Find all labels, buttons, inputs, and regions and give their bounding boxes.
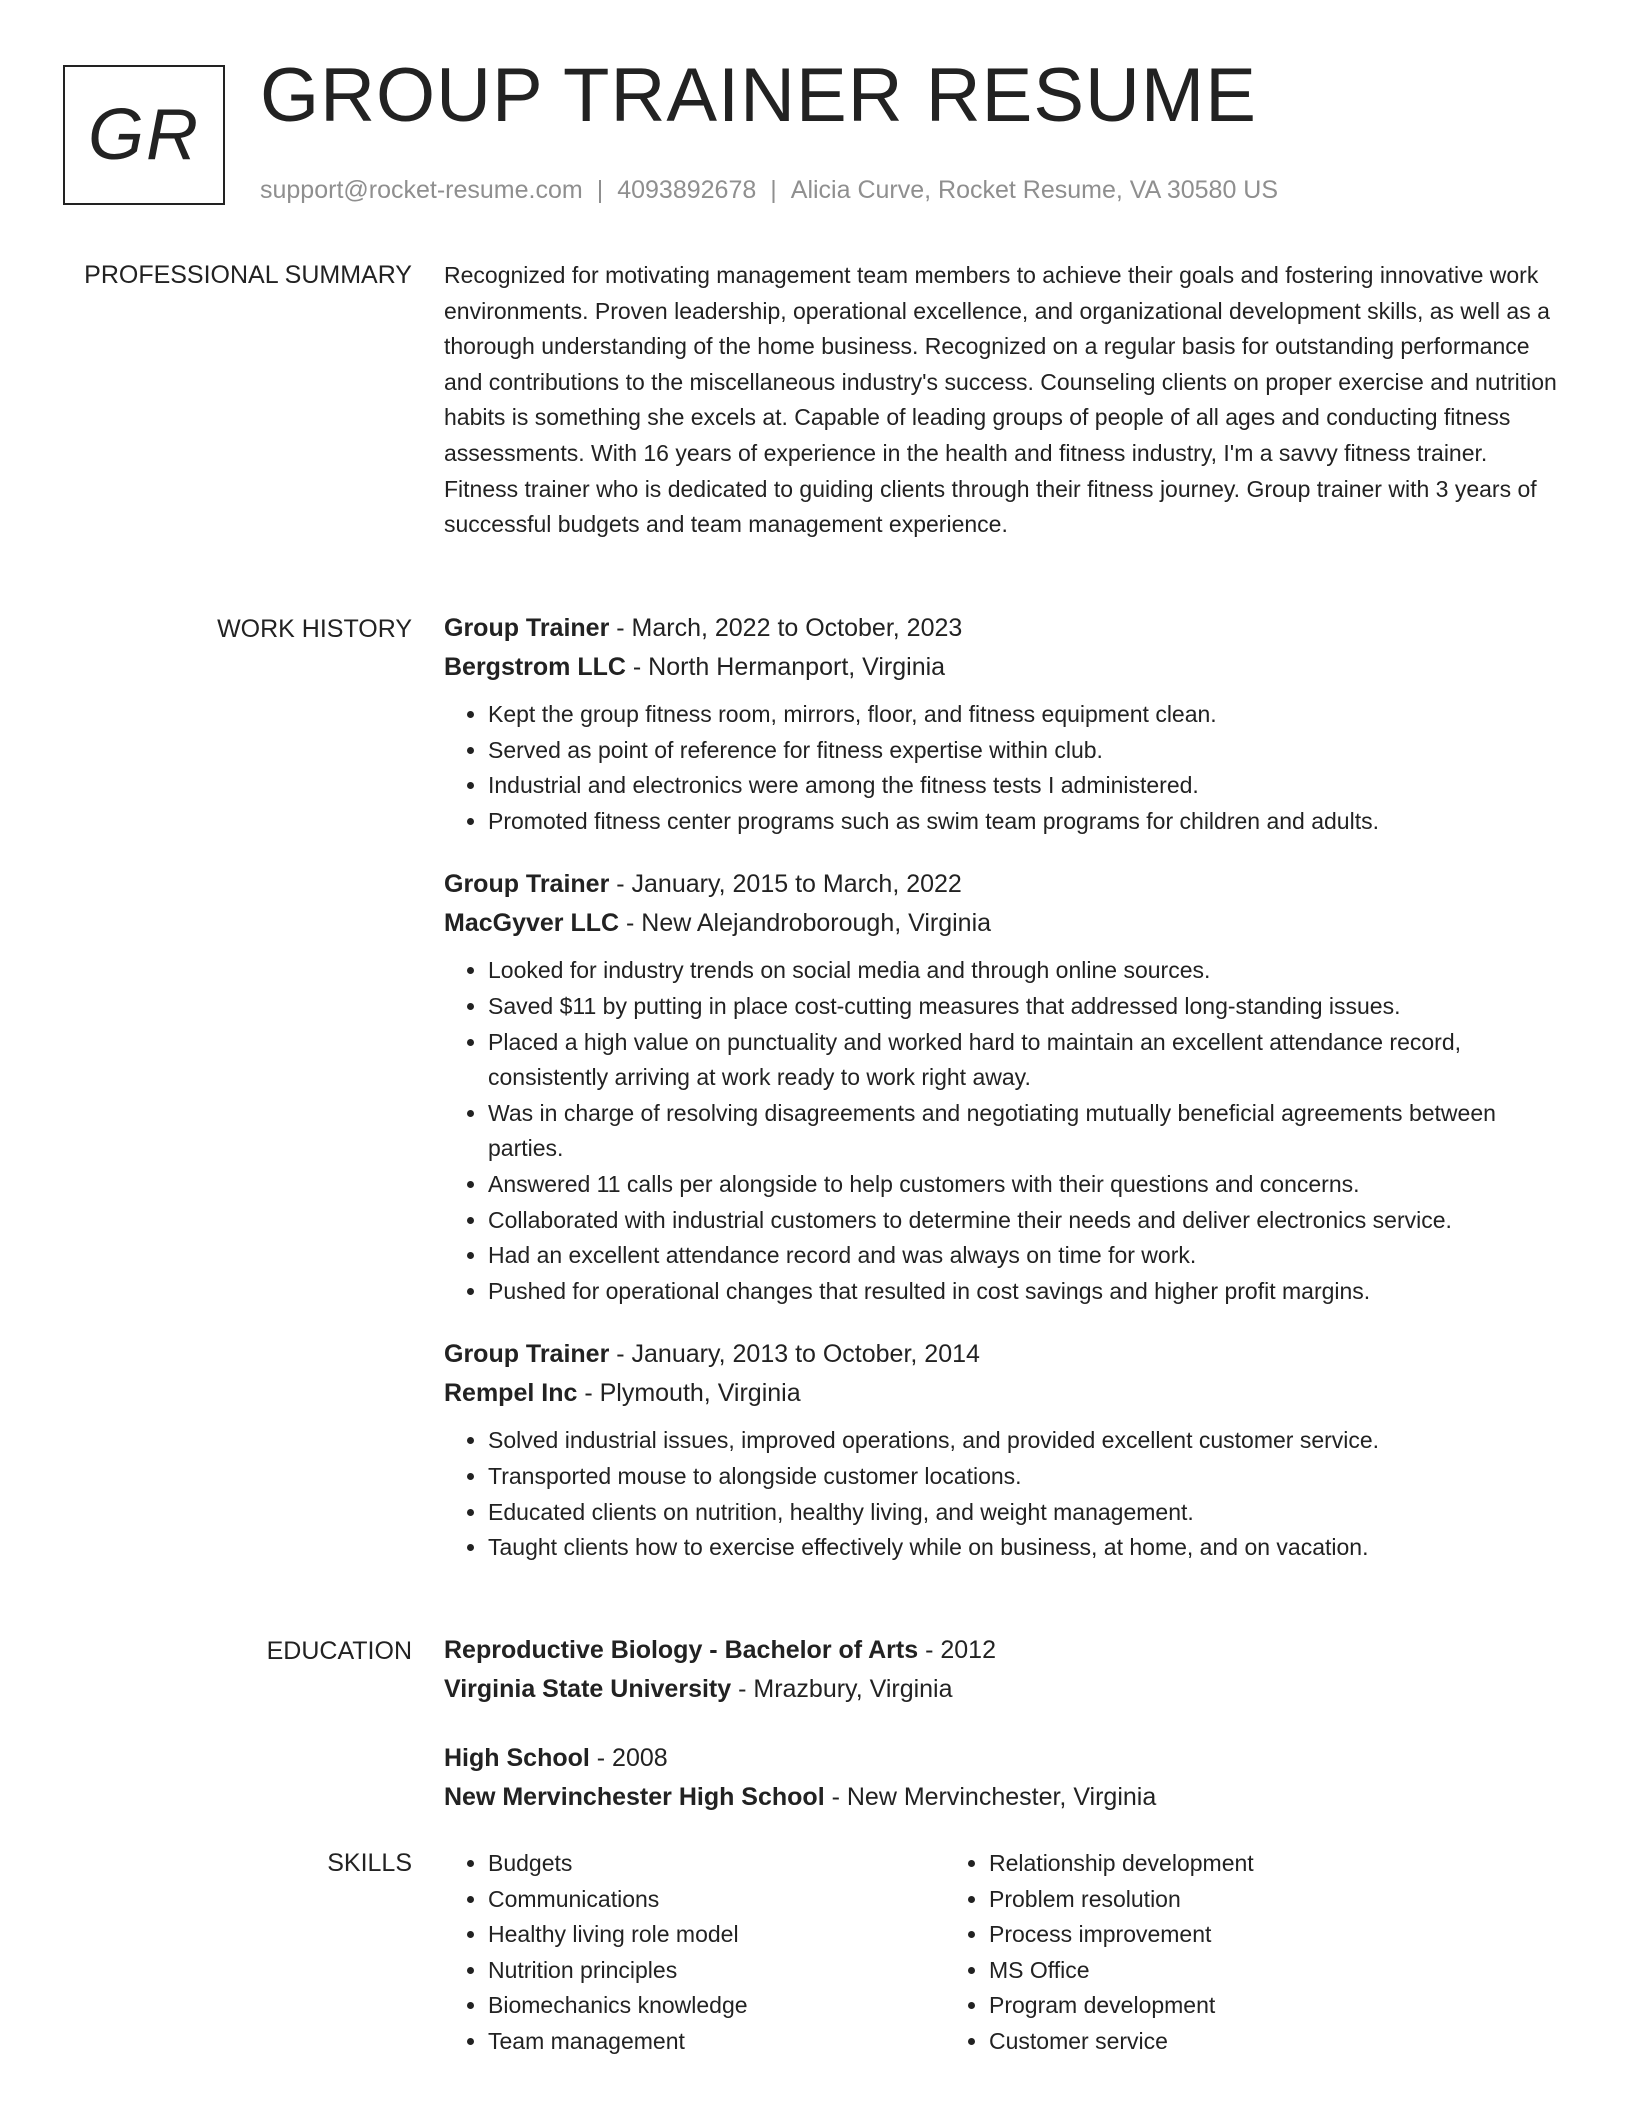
job-location: - New Alejandroborough, Virginia [619,909,992,938]
skills-columns [444,1846,1559,2060]
bullet-item: • Collaborated with industrial customers to determine their needs and deliver electronics service. [488,1203,1559,1239]
bullet-item: • Educated clients on nutrition, healthy living, and weight management. [488,1495,1559,1531]
education-location: - New Mervinchester, Virginia [824,1783,1157,1811]
section-label: WORK HISTORY [217,615,412,643]
skill-item: • Budgets [488,1846,945,1882]
job-entry [444,1335,1559,1565]
skill-item: • Problem resolution [989,1882,1446,1918]
skill-item: • Biomechanics knowledge [488,1988,945,2024]
job-location: - North Hermanport, Virginia [625,653,946,681]
job-location: - Plymouth, Virginia [577,1379,801,1408]
education-list [444,1631,1559,1843]
job-entry [444,865,1559,1309]
job-bullets [444,1423,1559,1565]
job-company-line [444,1374,1559,1413]
skill-item: • Team management [488,2024,945,2060]
contact-separator: | [596,176,604,204]
job-company-line [444,648,1559,687]
education-location: - Mrazbury, Virginia [731,1675,953,1703]
education-year: - 2008 [589,1744,668,1772]
bullet-item: • Saved $11 by putting in place cost-cutting measures that addressed long-standing issues. [488,989,1559,1025]
education-school: New Mervinchester High School [444,1783,825,1811]
education-school-line [444,1670,1559,1709]
bullet-item: • Served as point of reference for fitness expertise within club. [488,733,1559,769]
bullet-item: • Promoted fitness center programs such as swim team programs for children and adults. [488,804,1559,840]
bullet-item: • Kept the group fitness room, mirrors, floor, and fitness equipment clean. [488,697,1559,733]
contact-address: Alicia Curve, Rocket Resume, VA 30580 US [790,176,1279,204]
education-entry [444,1739,1559,1817]
bullet-item: • Answered 11 calls per alongside to help customers with their questions and concerns. [488,1167,1559,1203]
bullet-item: • Industrial and electronics were among the fitness tests I administered. [488,768,1559,804]
job-list [444,609,1559,1592]
bullet-item: • Transported mouse to alongside customer locations. [488,1459,1559,1495]
skill-item: • Program development [989,1988,1446,2024]
education-school-line [444,1778,1559,1817]
skill-item: • Nutrition principles [488,1953,945,1989]
job-entry [444,609,1559,839]
skills-list-right [945,1846,1446,2060]
bullet-item: • Had an excellent attendance record and was always on time for work. [488,1238,1559,1274]
job-dates: - March, 2022 to October, 2023 [609,614,963,642]
education-degree-line [444,1739,1559,1778]
bullet-item: • Placed a high value on punctuality and worked hard to maintain an excellent attendance record, consistently arriving at work ready to work right away. [488,1025,1559,1096]
skill-item: • Customer service [989,2024,1446,2060]
job-title-line [444,865,1559,904]
skill-item: • Process improvement [989,1917,1446,1953]
bullet-item: • Was in charge of resolving disagreements and negotiating mutually beneficial agreements between parties. [488,1096,1559,1167]
job-bullets [444,697,1559,839]
bullet-item: • Solved industrial issues, improved operations, and provided excellent customer service. [488,1423,1559,1459]
skill-item: • Healthy living role model [488,1917,945,1953]
summary-text: Recognized for motivating management team members to achieve their goals and fostering innovative work environments. Proven leadership, operational excellence, and organizational development skills, as well as a thorough understanding of the home business. Recognized on a regular basis for outstanding performance and contributions to the miscellaneous industry's success. Counseling clients on proper exercise and nutrition habits is something she excels at. Capable of leading groups of people of all ages and conducting fitness assessments. With 16 years of experience in the health and fitness industry, I'm a savvy fitness trainer. Fitness trainer who is dedicated to guiding clients through their fitness journey. Group trainer with 3 years of successful budgets and team management experience. [444,262,1557,538]
skill-item: • Relationship development [989,1846,1446,1882]
job-title-line [444,609,1559,648]
job-dates: - January, 2015 to March, 2022 [609,870,962,899]
skills-list-left [444,1846,945,2060]
job-title-line [444,1335,1559,1374]
education-degree: High School [444,1744,590,1772]
job-dates: - January, 2013 to October, 2014 [609,1340,980,1369]
bullet-item: • Looked for industry trends on social media and through online sources. [488,953,1559,989]
education-degree: Reproductive Biology - Bachelor of Arts [444,1636,919,1664]
education-entry [444,1631,1559,1709]
monogram-logo: GR [63,65,225,205]
skill-item: • MS Office [989,1953,1446,1989]
education-year: - 2012 [918,1636,996,1664]
section-label: SKILLS [327,1849,412,1877]
job-title: Group Trainer [444,1340,610,1369]
education-degree-line [444,1631,1559,1670]
bullet-item: • Pushed for operational changes that resulted in cost savings and higher profit margins. [488,1274,1559,1310]
job-title: Group Trainer [444,870,610,899]
section-label: EDUCATION [266,1637,412,1665]
contact-email: support@rocket-resume.com [260,176,583,204]
job-company: Bergstrom LLC [444,653,626,681]
section-label: PROFESSIONAL SUMMARY [84,261,412,289]
contact-phone: 4093892678 [617,176,757,204]
job-company: MacGyver LLC [444,909,620,938]
page-title: GROUP TRAINER RESUME [260,53,1257,138]
job-title: Group Trainer [444,614,610,642]
bullet-item: • Taught clients how to exercise effectively while on business, at home, and on vacation. [488,1530,1559,1566]
contact-line [260,176,1278,205]
job-bullets [444,953,1559,1309]
contact-separator: | [770,176,777,204]
education-school: Virginia State University [444,1675,732,1703]
skill-item: • Communications [488,1882,945,1918]
job-company-line [444,904,1559,943]
job-company: Rempel Inc [444,1379,578,1408]
